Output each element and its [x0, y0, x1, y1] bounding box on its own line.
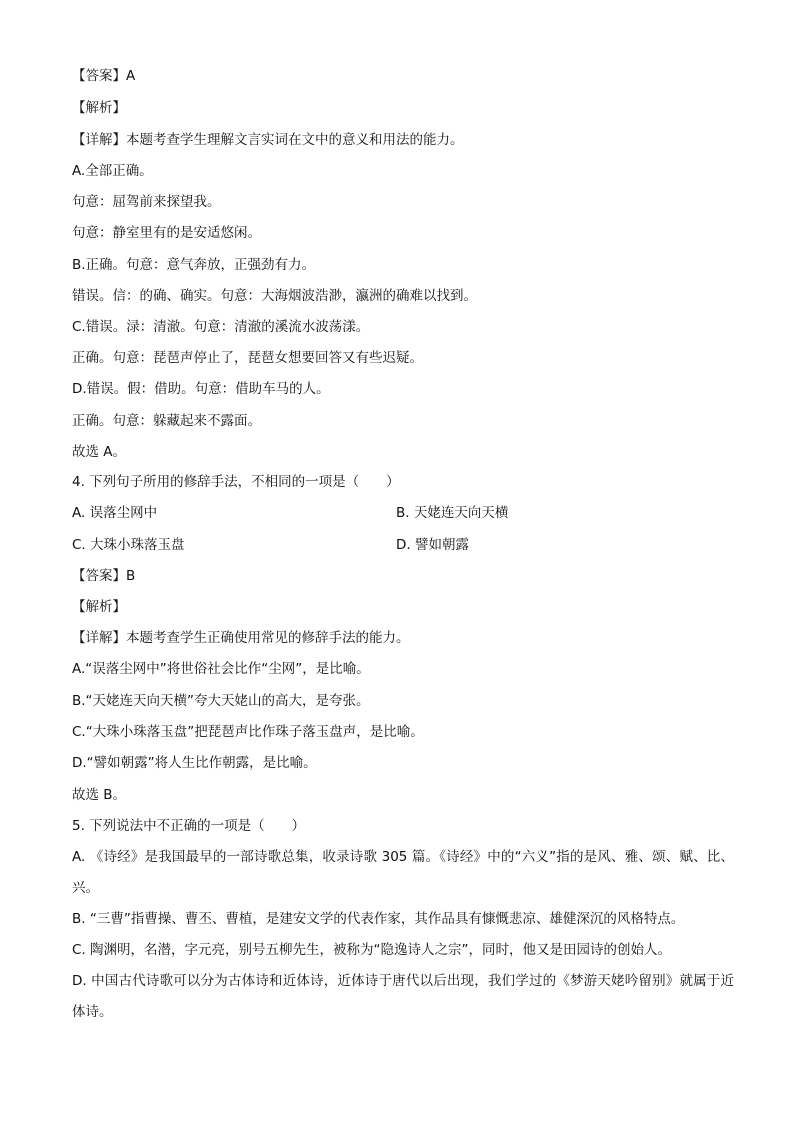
- explanation-line: D.“譬如朝露”将人生比作朝露，是比喻。: [72, 755, 317, 771]
- explanation-line: C.错误。渌：清澈。句意：清澈的溪流水波荡漾。: [72, 319, 370, 335]
- option-d-text: 譬如朝露: [414, 537, 469, 553]
- conclusion-line: 故选 B。: [72, 787, 127, 803]
- explanation-line: 句意：静室里有的是安适悠闲。: [72, 225, 261, 241]
- question-5-option-c: C. 陶渊明，名潜，字元亮，别号五柳先生，被称为“隐逸诗人之宗”，同时，他又是田园诗的创始人。: [72, 942, 671, 958]
- analysis-label: 【解析】: [72, 100, 126, 116]
- detail-line: 【详解】本题考查学生理解文言实词在文中的意义和用法的能力。: [72, 132, 464, 148]
- option-a-label: A.: [72, 505, 86, 521]
- answer-label: 【答案】A: [72, 68, 136, 84]
- answer-label: 【答案】B: [72, 568, 136, 584]
- question-5-option-a: A. 《诗经》是我国最早的一部诗歌总集，收录诗歌 305 篇。《诗经》中的“六义”指的是风、雅、颂、赋、比、兴。: [72, 849, 734, 896]
- explanation-line: C.“大珠小珠落玉盘”把琵琶声比作珠子落玉盘声，是比喻。: [72, 724, 424, 740]
- option-d: [396, 535, 469, 555]
- question-5-stem: 5. 下列说法中不正确的一项是（ ）: [72, 818, 306, 834]
- explanation-line: B.正确。句意：意气奔放，正强劲有力。: [72, 257, 316, 273]
- option-a-text: 误落尘网中: [89, 505, 158, 521]
- option-c-label: C.: [72, 537, 86, 553]
- analysis-label: 【解析】: [72, 599, 126, 615]
- explanation-line: 正确。句意：琵琶声停止了，琵琶女想要回答又有些迟疑。: [72, 350, 423, 366]
- option-a: [72, 503, 157, 523]
- option-b-text: 天姥连天向天横: [413, 505, 509, 521]
- explanation-line: 句意：屈驾前来探望我。: [72, 194, 221, 210]
- question-5-option-d: D. 中国古代诗歌可以分为古体诗和近体诗，近体诗于唐代以后出现，我们学过的《梦游天姥吟留别》就属于近体诗。: [72, 973, 734, 1020]
- explanation-line: A.全部正确。: [72, 163, 153, 179]
- conclusion-line: 故选 A。: [72, 444, 127, 460]
- question-4-stem: 4. 下列句子所用的修辞手法，不相同的一项是（ ）: [72, 474, 400, 490]
- question-5-option-b: B. “三曹”指曹操、曹丕、曹植，是建安文学的代表作家，其作品具有慷慨悲凉、雄健深沉的风格特点。: [72, 911, 685, 927]
- option-c-text: 大珠小珠落玉盘: [90, 537, 185, 553]
- explanation-line: 错误。信：的确、确实。句意：大海烟波浩渺，瀛洲的确难以找到。: [72, 288, 477, 304]
- explanation-line: B.“天姥连天向天横”夸大天姥山的高大，是夸张。: [72, 693, 370, 709]
- option-d-label: D.: [396, 537, 411, 553]
- detail-line: 【详解】本题考查学生正确使用常见的修辞手法的能力。: [72, 630, 410, 646]
- explanation-line: D.错误。假：借助。句意：借助车马的人。: [72, 381, 330, 397]
- explanation-line: 正确。句意：躲藏起来不露面。: [72, 413, 261, 429]
- option-b: [396, 503, 508, 523]
- option-c: [72, 535, 185, 555]
- explanation-line: A.“误落尘网中”将世俗社会比作“尘网”，是比喻。: [72, 661, 370, 677]
- option-b-label: B.: [396, 505, 410, 521]
